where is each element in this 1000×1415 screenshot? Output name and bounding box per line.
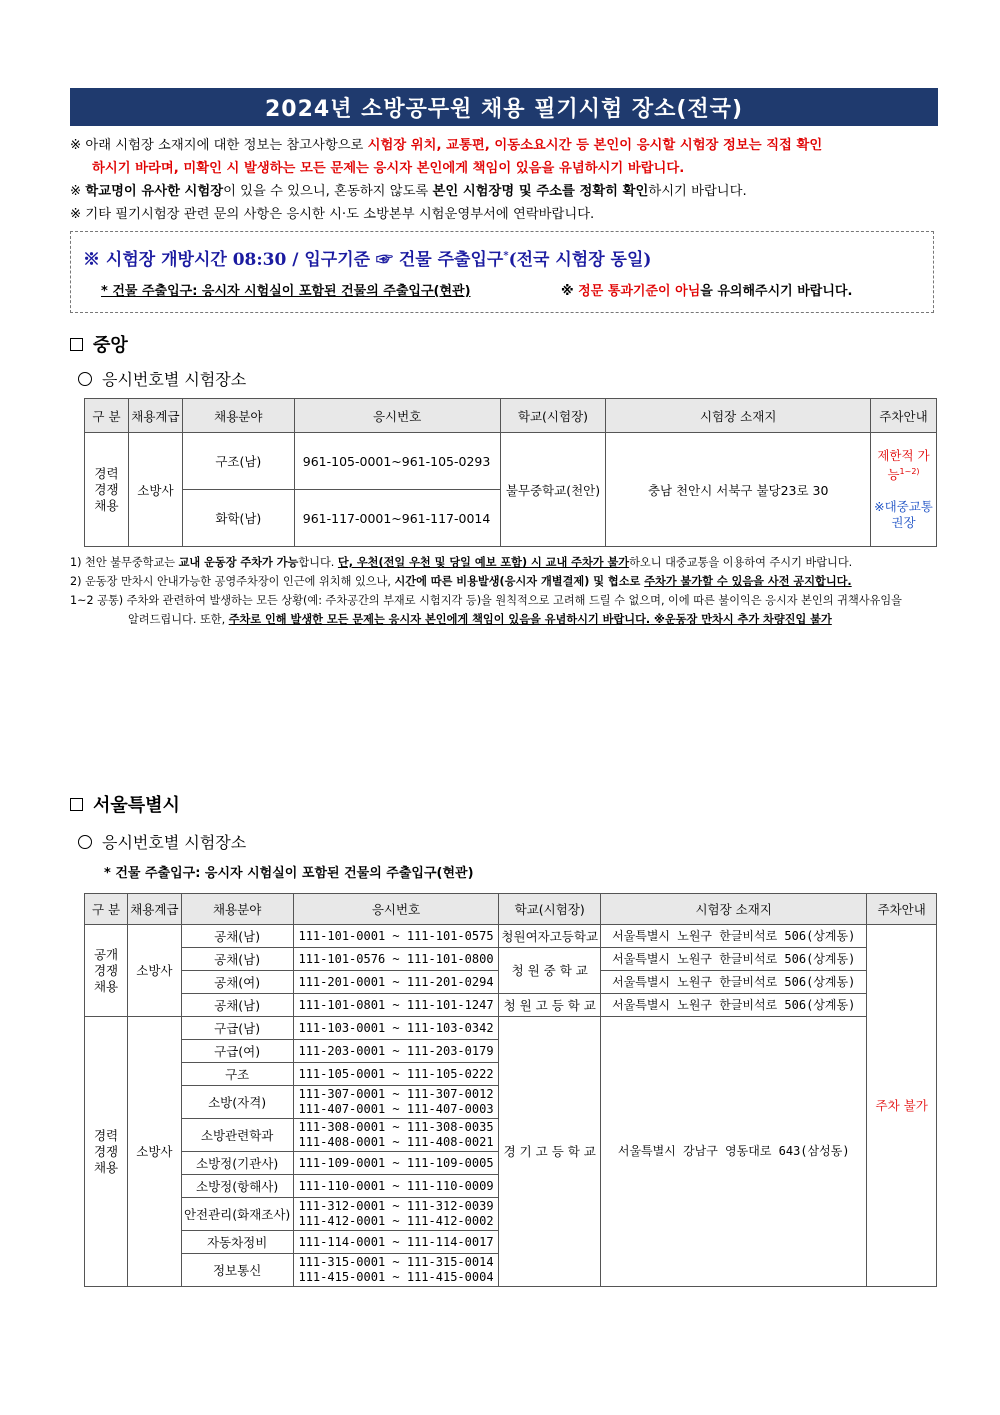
rank: 소방사: [128, 925, 182, 1017]
table-row: [85, 948, 937, 971]
exam-number: 111-308-0001 ~ 111-308-0035 111-408-0001 ~ 111-408-0021: [293, 1119, 499, 1152]
notice-list: [70, 134, 938, 226]
header-cell: 채용계급: [128, 894, 182, 925]
header-cell: 응시번호: [293, 894, 499, 925]
address: 서울특별시 노원구 한글비석로 506(상계동): [601, 971, 867, 994]
exam-number: 111-110-0001 ~ 111-110-0009: [293, 1175, 499, 1198]
notice-1-cont: 하시기 바라며, 미확인 시 발생하는 모든 문제는 응시자 본인에게 책임이 있음을 유념하시기 바랍니다.: [92, 161, 685, 176]
field: 소방관련학과: [181, 1119, 293, 1152]
header-cell: 주차안내: [867, 894, 937, 925]
notice-3: ※ 기타 필기시험장 관련 문의 사항은 응시한 시·도 소방본부 시험운영부서에 연락바랍니다.: [70, 207, 595, 222]
school: 청 원 고 등 학 교: [499, 994, 601, 1017]
parking-transit-note: ※대중교통 권장: [874, 499, 933, 531]
header-cell: 채용분야: [181, 894, 293, 925]
section-central: 중앙: [70, 331, 128, 357]
seoul-table: [84, 893, 937, 1287]
central-table: [84, 398, 937, 547]
parking-info: 주차 불가: [867, 925, 937, 1287]
field: 안전관리(화재조사): [181, 1198, 293, 1231]
footnotes: [70, 553, 940, 629]
school: 불무중학교(천안): [500, 433, 606, 547]
field: 공채(남): [181, 994, 293, 1017]
exam-number: 961-117-0001~961-117-0014: [294, 490, 500, 547]
header-cell: 주차안내: [871, 399, 937, 433]
header-cell: 채용계급: [128, 399, 182, 433]
parking-info: [871, 433, 937, 547]
address: 서울특별시 노원구 한글비석로 506(상계동): [601, 925, 867, 948]
address: 서울특별시 강남구 영동대로 643(삼성동): [601, 1017, 867, 1287]
recruit-type: 공개 경쟁 채용: [85, 925, 128, 1017]
table-header: [85, 894, 937, 925]
notice-1: ※ 아래 시험장 소재지에 대한 정보는 참고사항으로 시험장 위치, 교통편, 이동소요시간 등 본인이 응시할 시험장 정보는 직접 확인: [70, 138, 823, 153]
square-bullet-icon: [70, 798, 83, 811]
circle-bullet-icon: [78, 372, 92, 386]
exam-number: 111-307-0001 ~ 111-307-0012 111-407-0001 ~ 111-407-0003: [293, 1086, 499, 1119]
field: 소방정(기관사): [181, 1152, 293, 1175]
header-cell: 구 분: [85, 399, 129, 433]
gate-warning: ※ 정문 통과기준이 아님을 유의해주시기 바랍니다.: [561, 284, 853, 299]
field: 구급(남): [181, 1017, 293, 1040]
school: 청 원 중 학 교: [499, 948, 601, 994]
address: 서울특별시 노원구 한글비석로 506(상계동): [601, 948, 867, 971]
entrance-definition: * 건물 주출입구: 응시자 시험실이 포함된 건물의 주출입구(현관): [101, 284, 471, 299]
subsection-central: 응시번호별 시험장소: [78, 367, 246, 390]
table-row: [85, 925, 937, 948]
header-cell: 학교(시험장): [499, 894, 601, 925]
recruit-type: 경력 경쟁 채용: [85, 433, 129, 547]
field: 공채(여): [181, 971, 293, 994]
section-seoul: 서울특별시: [70, 791, 180, 817]
footnote-common: 1~2 공통) 주차와 관련하여 발생하는 모든 상황(예: 주차공간의 부재로 시험지각 등)을 원칙적으로 고려해 드릴 수 없으며, 이에 따른 불이익은 응시자 본인의 귀책사유임을: [70, 594, 902, 607]
header-cell: 채용분야: [182, 399, 294, 433]
circle-bullet-icon: [78, 835, 92, 849]
footnote-2: 2) 운동장 만차시 안내가능한 공영주차장이 인근에 위치해 있으나, 시간에 따른 비용발생(응시자 개별결제) 및 협소로 주차가 불가할 수 있음을 사전 공지합니다.: [70, 575, 852, 588]
recruit-type: 경력 경쟁 채용: [85, 1017, 128, 1287]
school: 경 기 고 등 학 교: [499, 1017, 601, 1287]
exam-number: 111-105-0001 ~ 111-105-0222: [293, 1063, 499, 1086]
notice-2: ※ 학교명이 유사한 시험장이 있을 수 있으니, 혼동하지 않도록 본인 시험장명 및 주소를 정확히 확인하시기 바랍니다.: [70, 184, 747, 199]
field: 화학(남): [182, 490, 294, 547]
table-row: [85, 1017, 937, 1040]
header-cell: 학교(시험장): [500, 399, 606, 433]
header-cell: 시험장 소재지: [606, 399, 871, 433]
exam-number: 111-312-0001 ~ 111-312-0039 111-412-0001 ~ 111-412-0002: [293, 1198, 499, 1231]
exam-number: 111-109-0001 ~ 111-109-0005: [293, 1152, 499, 1175]
school: 청원여자고등학교: [499, 925, 601, 948]
exam-number: 961-105-0001~961-105-0293: [294, 433, 500, 490]
address: 서울특별시 노원구 한글비석로 506(상계동): [601, 994, 867, 1017]
rank: 소방사: [128, 433, 182, 547]
exam-number: 111-203-0001 ~ 111-203-0179: [293, 1040, 499, 1063]
page-title: 2024년 소방공무원 채용 필기시험 장소(전국): [70, 88, 938, 126]
field: 구급(여): [181, 1040, 293, 1063]
exam-number: 111-101-0001 ~ 111-101-0575: [293, 925, 499, 948]
table-header: [85, 399, 937, 433]
footnote-1: 1) 천안 불무중학교는 교내 운동장 주차가 가능합니다. 단, 우천(전일 우천 및 당일 예보 포함) 시 교내 주차가 불가하오니 대중교통을 이용하여 주시기 바랍니다.: [70, 556, 853, 569]
table-row: [85, 994, 937, 1017]
field: 소방(자격): [181, 1086, 293, 1119]
exam-number: 111-101-0576 ~ 111-101-0800: [293, 948, 499, 971]
exam-number: 111-315-0001 ~ 111-315-0014 111-415-0001 ~ 111-415-0004: [293, 1254, 499, 1287]
footnote-common-cont: 알려드립니다. 또한, 주차로 인해 발생한 모든 문제는 응시자 본인에게 책임이 있음을 유념하시기 바랍니다. ※운동장 만차시 추가 차량진입 불가: [128, 613, 832, 626]
seoul-entrance-note: * 건물 주출입구: 응시자 시험실이 포함된 건물의 주출입구(현관): [104, 866, 474, 881]
exam-number: 111-201-0001 ~ 111-201-0294: [293, 971, 499, 994]
opening-time-line: ※ 시험장 개방시간 08:30 / 입구기준 ☞ 건물 주출입구*(전국 시험장 동일): [83, 250, 652, 270]
parking-footnote-ref: 1~2): [899, 466, 920, 476]
square-bullet-icon: [70, 338, 83, 351]
exam-number: 111-103-0001 ~ 111-103-0342: [293, 1017, 499, 1040]
header-cell: 구 분: [85, 894, 128, 925]
header-cell: 시험장 소재지: [601, 894, 867, 925]
subsection-seoul: 응시번호별 시험장소: [78, 830, 246, 853]
field: 자동차정비: [181, 1231, 293, 1254]
field: 구조: [181, 1063, 293, 1086]
field: 공채(남): [181, 925, 293, 948]
field: 정보통신: [181, 1254, 293, 1287]
parking-limited: 제한적 가능: [877, 447, 930, 483]
exam-number: 111-114-0001 ~ 111-114-0017: [293, 1231, 499, 1254]
table-row: [85, 433, 937, 490]
opening-time-box: [70, 231, 934, 313]
rank: 소방사: [128, 1017, 182, 1287]
header-cell: 응시번호: [294, 399, 500, 433]
field: 구조(남): [182, 433, 294, 490]
field: 공채(남): [181, 948, 293, 971]
exam-number: 111-101-0801 ~ 111-101-1247: [293, 994, 499, 1017]
address: 충남 천안시 서북구 불당23로 30: [606, 433, 871, 547]
field: 소방정(항해사): [181, 1175, 293, 1198]
